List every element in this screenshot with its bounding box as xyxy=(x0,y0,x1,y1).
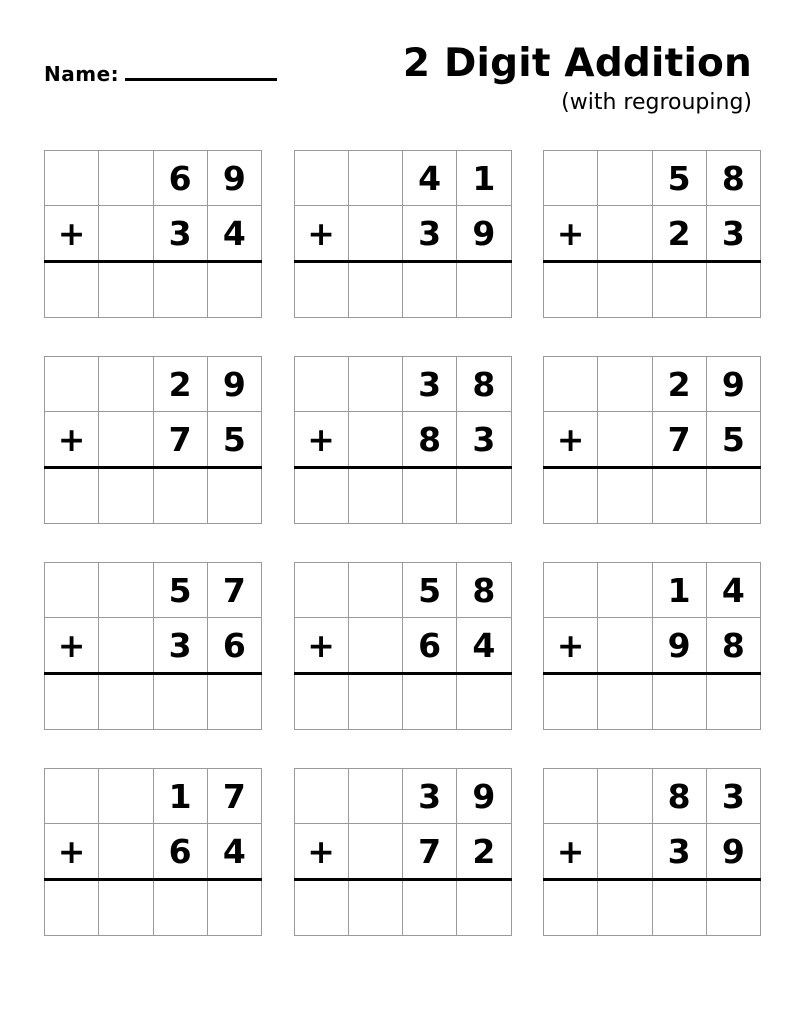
answer-cell[interactable] xyxy=(207,674,261,730)
answer-cell[interactable] xyxy=(403,674,457,730)
carry-cell[interactable] xyxy=(544,769,598,824)
addend-ones-digit: 3 xyxy=(457,412,511,468)
carry-row xyxy=(294,563,511,618)
addend-tens-digit: 5 xyxy=(652,151,706,206)
addend-tens-digit: 2 xyxy=(652,206,706,262)
addend-ones-digit: 9 xyxy=(207,151,261,206)
carry-cell[interactable] xyxy=(99,151,153,206)
addition-problem xyxy=(543,150,756,318)
answer-row xyxy=(544,468,761,524)
addend-tens-digit: 2 xyxy=(652,357,706,412)
addend-tens-digit: 2 xyxy=(153,357,207,412)
addend-ones-digit: 3 xyxy=(706,206,760,262)
answer-cell[interactable] xyxy=(598,262,652,318)
addition-problem xyxy=(294,562,507,730)
addend-row xyxy=(45,618,262,674)
carry-cell[interactable] xyxy=(294,151,348,206)
plus-operator: + xyxy=(544,824,598,880)
carry-cell[interactable] xyxy=(544,151,598,206)
carry-row xyxy=(45,151,262,206)
problem-row xyxy=(44,562,756,730)
answer-cell[interactable] xyxy=(207,468,261,524)
addend-row xyxy=(544,206,761,262)
problem-grid xyxy=(44,768,262,936)
plus-operator: + xyxy=(544,618,598,674)
addition-problem xyxy=(294,356,507,524)
empty-cell xyxy=(99,618,153,674)
answer-cell[interactable] xyxy=(45,262,99,318)
addend-ones-digit: 5 xyxy=(207,412,261,468)
answer-cell[interactable] xyxy=(294,880,348,936)
empty-cell xyxy=(598,206,652,262)
answer-row xyxy=(544,674,761,730)
problem-grid xyxy=(294,562,512,730)
carry-cell[interactable] xyxy=(45,769,99,824)
addend-ones-digit: 9 xyxy=(706,357,760,412)
carry-cell[interactable] xyxy=(348,769,402,824)
addend-ones-digit: 9 xyxy=(457,206,511,262)
answer-cell[interactable] xyxy=(99,880,153,936)
addend-tens-digit: 3 xyxy=(153,206,207,262)
answer-cell[interactable] xyxy=(403,262,457,318)
answer-cell[interactable] xyxy=(348,674,402,730)
carry-cell[interactable] xyxy=(544,357,598,412)
answer-cell[interactable] xyxy=(652,468,706,524)
addend-tens-digit: 3 xyxy=(153,618,207,674)
problem-grid xyxy=(543,562,761,730)
carry-cell[interactable] xyxy=(294,357,348,412)
answer-cell[interactable] xyxy=(153,262,207,318)
empty-cell xyxy=(598,412,652,468)
name-input-line[interactable] xyxy=(125,77,277,81)
addition-problem xyxy=(44,150,257,318)
empty-cell xyxy=(348,618,402,674)
addend-tens-digit: 6 xyxy=(153,824,207,880)
addition-problem xyxy=(294,768,507,936)
problem-rows xyxy=(44,150,756,936)
carry-row xyxy=(45,769,262,824)
addend-tens-digit: 5 xyxy=(153,563,207,618)
addition-problem xyxy=(44,356,257,524)
problem-row xyxy=(44,768,756,936)
answer-cell[interactable] xyxy=(294,674,348,730)
page-title: 2 Digit Addition xyxy=(402,41,752,86)
carry-cell[interactable] xyxy=(45,357,99,412)
carry-row xyxy=(544,563,761,618)
addend-tens-digit: 4 xyxy=(403,151,457,206)
carry-cell[interactable] xyxy=(544,563,598,618)
plus-operator: + xyxy=(544,412,598,468)
empty-cell xyxy=(348,206,402,262)
addend-ones-digit: 8 xyxy=(457,563,511,618)
answer-row xyxy=(544,262,761,318)
addend-ones-digit: 4 xyxy=(207,206,261,262)
carry-cell[interactable] xyxy=(598,563,652,618)
answer-cell[interactable] xyxy=(99,468,153,524)
answer-row xyxy=(294,262,511,318)
answer-cell[interactable] xyxy=(348,880,402,936)
addend-tens-digit: 3 xyxy=(403,357,457,412)
plus-operator: + xyxy=(45,824,99,880)
answer-cell[interactable] xyxy=(544,262,598,318)
addend-tens-digit: 3 xyxy=(403,206,457,262)
addend-row xyxy=(45,412,262,468)
problem-grid xyxy=(543,150,761,318)
answer-cell[interactable] xyxy=(457,880,511,936)
problem-grid xyxy=(44,150,262,318)
carry-cell[interactable] xyxy=(348,563,402,618)
answer-cell[interactable] xyxy=(544,468,598,524)
answer-cell[interactable] xyxy=(207,262,261,318)
problem-grid xyxy=(294,356,512,524)
carry-cell[interactable] xyxy=(598,769,652,824)
addend-tens-digit: 3 xyxy=(403,769,457,824)
problem-row xyxy=(44,150,756,318)
problem-row xyxy=(44,356,756,524)
addend-tens-digit: 7 xyxy=(403,824,457,880)
addend-tens-digit: 8 xyxy=(403,412,457,468)
addition-problem xyxy=(543,562,756,730)
answer-row xyxy=(45,262,262,318)
plus-operator: + xyxy=(294,206,348,262)
addend-ones-digit: 3 xyxy=(706,769,760,824)
addend-row xyxy=(294,618,511,674)
addend-ones-digit: 8 xyxy=(706,618,760,674)
addend-ones-digit: 4 xyxy=(706,563,760,618)
answer-cell[interactable] xyxy=(207,880,261,936)
problem-grid xyxy=(294,150,512,318)
name-label: Name: xyxy=(44,62,120,86)
addend-ones-digit: 8 xyxy=(706,151,760,206)
page-subtitle: (with regrouping) xyxy=(561,89,752,115)
addend-tens-digit: 6 xyxy=(153,151,207,206)
carry-cell[interactable] xyxy=(294,769,348,824)
answer-row xyxy=(45,674,262,730)
answer-cell[interactable] xyxy=(403,880,457,936)
addend-ones-digit: 5 xyxy=(706,412,760,468)
problem-grid xyxy=(543,356,761,524)
answer-row xyxy=(45,468,262,524)
empty-cell xyxy=(348,412,402,468)
addend-ones-digit: 8 xyxy=(457,357,511,412)
empty-cell xyxy=(99,412,153,468)
carry-row xyxy=(294,151,511,206)
addend-row xyxy=(45,206,262,262)
addend-tens-digit: 7 xyxy=(153,412,207,468)
carry-cell[interactable] xyxy=(598,357,652,412)
addition-problem xyxy=(294,150,507,318)
worksheet-header xyxy=(0,0,800,116)
carry-row xyxy=(294,357,511,412)
answer-cell[interactable] xyxy=(544,880,598,936)
addend-ones-digit: 7 xyxy=(207,769,261,824)
empty-cell xyxy=(99,824,153,880)
empty-cell xyxy=(99,206,153,262)
empty-cell xyxy=(598,618,652,674)
answer-cell[interactable] xyxy=(598,880,652,936)
addend-row xyxy=(294,412,511,468)
addend-row xyxy=(294,206,511,262)
plus-operator: + xyxy=(544,206,598,262)
addend-tens-digit: 6 xyxy=(403,618,457,674)
problem-grid xyxy=(294,768,512,936)
title-block xyxy=(402,41,756,116)
plus-operator: + xyxy=(45,206,99,262)
answer-cell[interactable] xyxy=(348,468,402,524)
addend-tens-digit: 8 xyxy=(652,769,706,824)
answer-cell[interactable] xyxy=(652,674,706,730)
answer-row xyxy=(294,880,511,936)
answer-cell[interactable] xyxy=(153,674,207,730)
addition-problem xyxy=(543,768,756,936)
problem-sheet xyxy=(0,116,800,936)
addition-problem xyxy=(543,356,756,524)
addend-row xyxy=(294,824,511,880)
answer-cell[interactable] xyxy=(294,262,348,318)
answer-row xyxy=(544,880,761,936)
addition-problem xyxy=(44,562,257,730)
addend-tens-digit: 1 xyxy=(652,563,706,618)
name-field-block xyxy=(44,44,277,86)
empty-cell xyxy=(348,824,402,880)
answer-cell[interactable] xyxy=(294,468,348,524)
addend-ones-digit: 4 xyxy=(457,618,511,674)
answer-cell[interactable] xyxy=(457,674,511,730)
addend-tens-digit: 1 xyxy=(153,769,207,824)
carry-cell[interactable] xyxy=(598,151,652,206)
answer-cell[interactable] xyxy=(706,880,760,936)
answer-cell[interactable] xyxy=(457,262,511,318)
answer-cell[interactable] xyxy=(348,262,402,318)
addend-row xyxy=(45,824,262,880)
carry-cell[interactable] xyxy=(45,563,99,618)
problem-grid xyxy=(44,356,262,524)
problem-grid xyxy=(44,562,262,730)
addend-row xyxy=(544,618,761,674)
answer-cell[interactable] xyxy=(706,468,760,524)
answer-cell[interactable] xyxy=(706,262,760,318)
addend-tens-digit: 3 xyxy=(652,824,706,880)
carry-row xyxy=(544,769,761,824)
answer-cell[interactable] xyxy=(544,674,598,730)
answer-cell[interactable] xyxy=(706,674,760,730)
answer-cell[interactable] xyxy=(598,468,652,524)
plus-operator: + xyxy=(45,412,99,468)
addition-problem xyxy=(44,768,257,936)
carry-row xyxy=(544,357,761,412)
carry-row xyxy=(294,769,511,824)
carry-row xyxy=(544,151,761,206)
addend-tens-digit: 9 xyxy=(652,618,706,674)
answer-cell[interactable] xyxy=(99,674,153,730)
addend-ones-digit: 1 xyxy=(457,151,511,206)
answer-row xyxy=(45,880,262,936)
answer-cell[interactable] xyxy=(403,468,457,524)
answer-row xyxy=(294,468,511,524)
addend-tens-digit: 5 xyxy=(403,563,457,618)
addend-ones-digit: 9 xyxy=(706,824,760,880)
answer-cell[interactable] xyxy=(652,880,706,936)
addend-row xyxy=(544,824,761,880)
answer-cell[interactable] xyxy=(153,880,207,936)
plus-operator: + xyxy=(294,824,348,880)
answer-cell[interactable] xyxy=(652,262,706,318)
addend-ones-digit: 9 xyxy=(457,769,511,824)
answer-cell[interactable] xyxy=(45,880,99,936)
addend-ones-digit: 2 xyxy=(457,824,511,880)
problem-grid xyxy=(543,768,761,936)
carry-cell[interactable] xyxy=(348,357,402,412)
carry-cell[interactable] xyxy=(99,357,153,412)
answer-cell[interactable] xyxy=(45,674,99,730)
addend-ones-digit: 4 xyxy=(207,824,261,880)
answer-cell[interactable] xyxy=(457,468,511,524)
carry-cell[interactable] xyxy=(99,563,153,618)
addend-row xyxy=(544,412,761,468)
carry-cell[interactable] xyxy=(294,563,348,618)
carry-cell[interactable] xyxy=(45,151,99,206)
carry-cell[interactable] xyxy=(99,769,153,824)
answer-cell[interactable] xyxy=(598,674,652,730)
addend-ones-digit: 7 xyxy=(207,563,261,618)
carry-cell[interactable] xyxy=(348,151,402,206)
addend-ones-digit: 9 xyxy=(207,357,261,412)
answer-cell[interactable] xyxy=(99,262,153,318)
plus-operator: + xyxy=(294,412,348,468)
answer-row xyxy=(294,674,511,730)
carry-row xyxy=(45,357,262,412)
answer-cell[interactable] xyxy=(153,468,207,524)
plus-operator: + xyxy=(45,618,99,674)
addend-ones-digit: 6 xyxy=(207,618,261,674)
plus-operator: + xyxy=(294,618,348,674)
carry-row xyxy=(45,563,262,618)
answer-cell[interactable] xyxy=(45,468,99,524)
empty-cell xyxy=(598,824,652,880)
addend-tens-digit: 7 xyxy=(652,412,706,468)
